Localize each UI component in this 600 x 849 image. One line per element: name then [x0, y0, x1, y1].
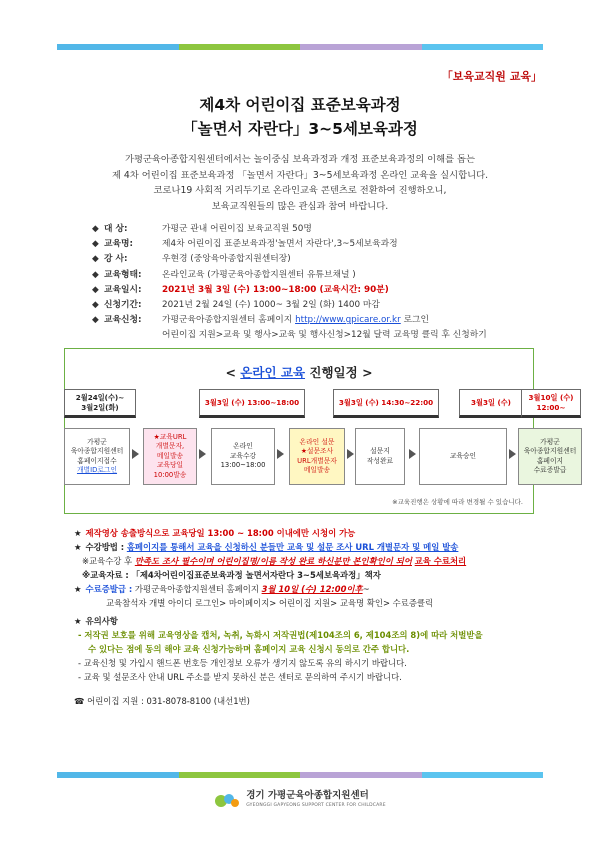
info-apply-method: ◆ 교육신청: 가평군육아종합지원센터 홈페이지 http://www.gpicare.or.kr 로그인	[92, 313, 487, 328]
arrow-right-icon	[132, 449, 139, 459]
detail-broadcast: ★ 제작영상 송출방식으로 교육당일 13:00 ~ 18:00 이내에만 시청이 가능	[74, 528, 356, 538]
info-course: ◆ 교육명: 제4차 어린이집 표준보육과정'놀면서 자란다',3~5세보육과정	[92, 239, 398, 250]
category-tag: 「보육교직원 교육」	[441, 70, 542, 83]
arrow-right-icon	[409, 449, 416, 459]
org-logo-icon	[214, 791, 240, 811]
arrow-right-icon	[199, 449, 206, 459]
homepage-link[interactable]: http://www.gpicare.or.kr	[295, 315, 401, 326]
step-approval: 교육승인	[419, 428, 507, 485]
info-apply-period: ◆ 신청기간: 2021년 2월 24일 (수) 1000~ 3월 2일 (화) 1400 마감	[92, 300, 380, 311]
info-format: ◆ 교육형태: 온라인교육 (가평군육아종합지원센터 유튜브채널 )	[92, 269, 356, 280]
arrow-right-icon	[277, 449, 284, 459]
intro-line: 보육교직원들의 많은 관심과 참여 바랍니다.	[211, 200, 389, 212]
details-section	[74, 526, 544, 708]
detail-certificate-path: 교육참석자 개별 아이디 로그인> 마이페이지> 어린이집 지원> 교육명 확인> 수료증클릭	[106, 598, 434, 608]
detail-certificate: ★ 수료증발급 : 가평군육아종합지원센터 홈페이지 3월 10일 (수) 12:00이후~	[74, 584, 370, 594]
schedule-header-5: 3월10일 (수) 12:00~	[521, 389, 581, 418]
detail-method: ★ 수강방법 : 홈페이지를 통해서 교육을 신청하신 분들만 교육 및 설문 조사 URL 개별문자 및 메일 발송	[74, 542, 459, 552]
info-apply-method-line2: 어린이집 지원>교육 및 행사>교육 및 행사신청>12월 달력 교육명 클릭 후 신청하기	[162, 330, 487, 341]
org-logo	[214, 791, 386, 811]
intro-line: 제 4차 어린이집 표준보육과정 「놀면서 자란다」3~5세보육과정 온라인 교육을 실시합니다.	[111, 169, 489, 181]
schedule-header-1: 2월24일(수)~ 3월2일(화)	[64, 389, 136, 418]
info-target: ◆ 대 상: 가평군 관내 어린이집 보육교직원 50명	[92, 224, 312, 234]
org-name-en: GYEONGGI GAPYEONG SUPPORT CENTER FOR CHILDCARE	[246, 803, 386, 808]
info-lecturer: ◆ 강 사: 우현경 (중앙육아종합지원센터장)	[92, 254, 291, 265]
detail-notice-copyright-2: 수 있다는 점에 동의 해야 교육 신청가능하며 홈페이지 교육 신청시 동의로 간주 합니다.	[88, 644, 410, 654]
schedule-header-3: 3월3일 (수) 14:30~22:00	[333, 389, 439, 418]
schedule-header-2: 3월3일 (수) 13:00~18:00	[199, 389, 305, 418]
detail-notice-url: - 교육 및 설문조사 안내 URL 주소를 받지 못하신 분은 센터로 문의하여 주시기 바랍니다.	[78, 672, 402, 682]
step-survey-complete: 설문지 작성완료	[355, 428, 405, 485]
footer	[0, 791, 600, 815]
schedule-title: < 온라인 교육 진행일정 >	[225, 365, 373, 380]
arrow-right-icon	[347, 449, 354, 459]
intro-line: 코로나19 사회적 거리두기로 온라인교육 콘텐츠로 전환하여 진행하오니,	[153, 185, 447, 196]
step-certificate: 가평군 육아종합지원센터 홈페이지 수료증발급	[518, 428, 582, 485]
intro-paragraph	[70, 152, 530, 214]
title-line-1: 제4차 어린이집 표준보육과정	[199, 96, 401, 114]
step-homepage-apply: 가평군 육아종합지원센터 홈페이지접수 개별ID로그인	[64, 428, 130, 485]
info-date: ◆ 교육일시: 2021년 3월 3일 (수) 13:00~18:00 (교육시간: 90분)	[92, 284, 389, 295]
detail-material: ※교육자료 : 「제4차어린이집표준보육과정 놀면서자란다 3~5세보육과정」책자	[82, 570, 381, 580]
detail-notice-copyright: - 저작권 보호를 위해 교육영상을 캡처, 녹취, 녹화시 저작권법(제104조의 6, 제104조의 8)에 따라 처벌받을	[78, 630, 483, 640]
step-online-course: 온라인 교육수강 13:00~18:00	[211, 428, 275, 485]
phone-icon: ☎	[74, 696, 85, 706]
schedule-note: ※교육진행은 상황에 따라 변경될 수 있습니다.	[392, 498, 523, 506]
top-color-bar	[57, 44, 543, 50]
bottom-color-bar	[57, 772, 543, 778]
intro-line: 가평군육아종합지원센터에서는 놀이중심 보육과정과 개정 표준보육과정의 이해를 돕는	[124, 154, 476, 165]
detail-notice-heading: ★ 유의사항	[74, 616, 118, 626]
arrow-right-icon	[509, 449, 516, 459]
detail-notice-personal: - 교육신청 및 가입시 핸드폰 번호등 개인정보 오류가 생기지 않도록 유의 하시기 바랍니다.	[78, 658, 407, 668]
schedule-header-4: 3월3일 (수)	[459, 389, 523, 418]
info-list	[92, 222, 487, 344]
schedule-box	[64, 348, 577, 514]
org-name: 경기 가평군육아종합지원센터	[246, 790, 369, 801]
step-url-send: ★교육URL 개별문자, 메일발송 교육당일 10:00발송	[143, 428, 197, 485]
step-online-survey: 온라인 설문 ★설문조사 URL개별문자 메일발송	[289, 428, 345, 485]
title-line-2: 「놀면서 자란다」3~5세보육과정	[182, 120, 418, 138]
detail-completion-note: ※교육수강 후 만족도 조사 필수이며 어린이집명/이름 작성 완료 하신분만 본인확인이 되어 교육 수료처리	[82, 556, 467, 566]
detail-contact: ☎ 어린이집 지원 : 031-8078-8100 (내선1번)	[74, 696, 250, 706]
